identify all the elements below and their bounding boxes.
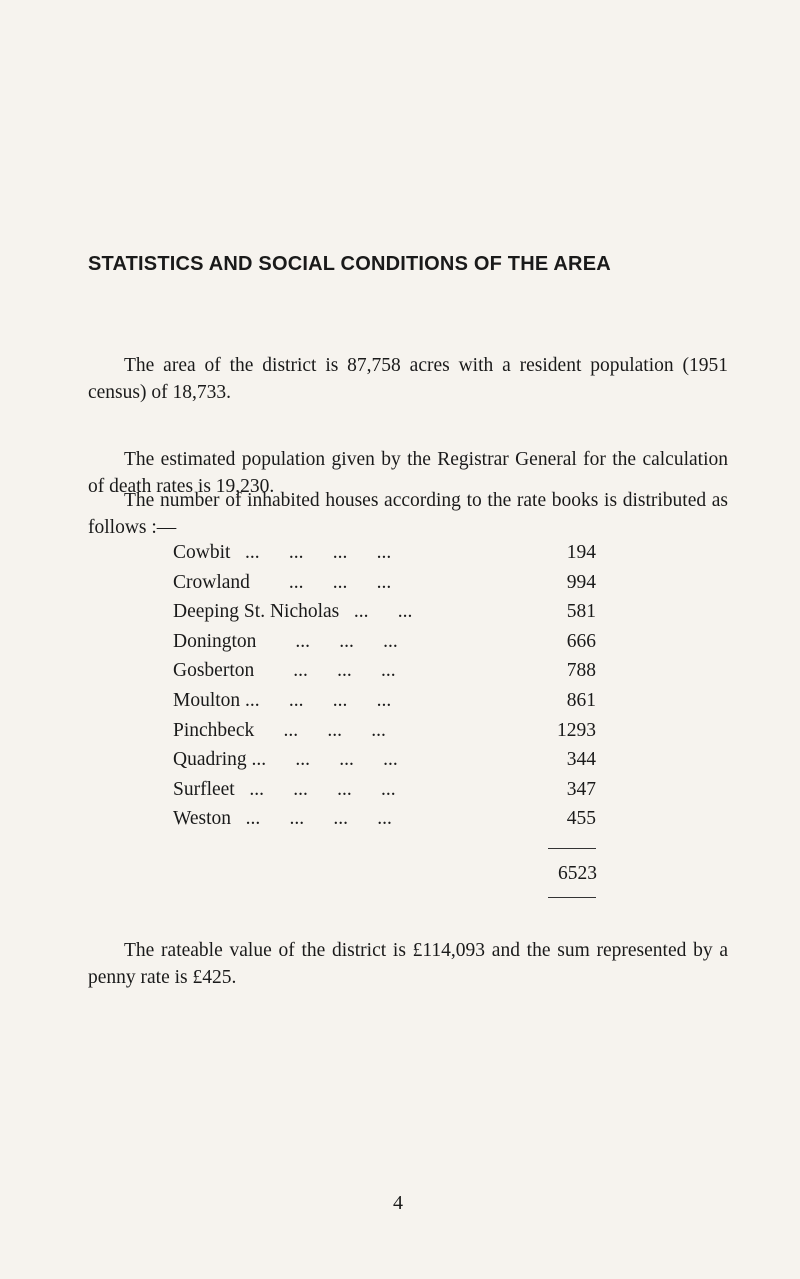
place-name: Deeping St. Nicholas ... ... xyxy=(173,601,413,623)
houses-table xyxy=(173,538,603,834)
houses-total: 6523 xyxy=(558,863,597,884)
table-row xyxy=(173,775,603,805)
house-count: 347 xyxy=(566,778,596,800)
house-count: 994 xyxy=(566,571,596,593)
house-count: 861 xyxy=(566,689,596,711)
table-row xyxy=(173,716,603,746)
house-count: 581 xyxy=(566,601,596,623)
place-name: Pinchbeck ... ... ... xyxy=(173,719,386,741)
table-row xyxy=(173,568,603,598)
house-count: 194 xyxy=(566,542,596,563)
table-row xyxy=(173,627,603,657)
total-top-rule xyxy=(548,848,596,849)
house-count: 788 xyxy=(566,660,596,682)
house-count: 666 xyxy=(566,630,596,652)
place-name: Crowland ... ... ... xyxy=(173,571,392,593)
total-bottom-rule xyxy=(548,897,596,898)
houses-intro-paragraph: The number of inhabited houses according to the rate books is distributed as follows :— xyxy=(88,490,728,538)
place-name: Gosberton ... ... ... xyxy=(173,660,396,682)
place-name: Quadring ... ... ... ... xyxy=(173,749,398,771)
table-row xyxy=(173,745,603,775)
area-paragraph: The area of the district is 87,758 acres with a resident population (1951 census) of 18,733. xyxy=(88,355,728,403)
place-name: Moulton ... ... ... ... xyxy=(173,689,392,711)
table-row xyxy=(173,656,603,686)
house-count: 344 xyxy=(566,749,596,771)
place-name: Weston ... ... ... ... xyxy=(173,808,392,830)
house-count: 1293 xyxy=(557,719,596,741)
table-row xyxy=(173,804,603,834)
estimated-population-paragraph: The estimated population given by the Registrar General for the calculation of death rates is 19,230. xyxy=(88,449,728,497)
place-name: Surfleet ... ... ... ... xyxy=(173,778,396,800)
table-row xyxy=(173,597,603,627)
rateable-value-paragraph: The rateable value of the district is £114,093 and the sum represented by a penny rate is £425. xyxy=(88,940,728,988)
page-number: 4 xyxy=(393,1192,403,1214)
house-count: 455 xyxy=(566,808,596,830)
page-title: STATISTICS AND SOCIAL CONDITIONS OF THE AREA xyxy=(88,253,611,275)
table-row xyxy=(173,686,603,716)
place-name: Donington ... ... ... xyxy=(173,630,398,652)
table-row xyxy=(173,538,603,568)
place-name: Cowbit ... ... ... ... xyxy=(173,542,392,563)
